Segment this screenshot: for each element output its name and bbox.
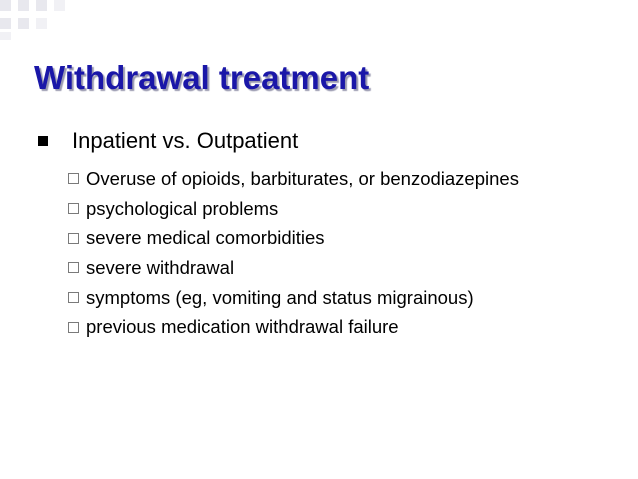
sub-bullet-item bbox=[68, 164, 519, 194]
sub-bullet-item bbox=[68, 253, 519, 283]
sub-bullet-text: symptoms (eg, vomiting and status migrainous) bbox=[86, 286, 474, 308]
bullet-inpatient-outpatient bbox=[38, 125, 298, 157]
sub-bullet-item bbox=[68, 283, 519, 313]
sub-bullet-text: severe withdrawal bbox=[86, 256, 235, 278]
hollow-square-bullet-icon bbox=[68, 233, 79, 244]
corner-decoration bbox=[0, 0, 638, 40]
filled-square-bullet-icon bbox=[38, 136, 48, 146]
sub-bullet-list bbox=[68, 164, 519, 342]
sub-bullet-text: severe medical comorbidities bbox=[86, 227, 325, 249]
hollow-square-bullet-icon bbox=[68, 322, 79, 333]
sub-bullet-text: Overuse of opioids, barbiturates, or benzodiazepines bbox=[86, 167, 519, 189]
sub-bullet-item bbox=[68, 194, 519, 224]
sub-bullet-item bbox=[68, 312, 519, 342]
bullet-text: Inpatient vs. Outpatient bbox=[72, 128, 299, 153]
hollow-square-bullet-icon bbox=[68, 203, 79, 214]
sub-bullet-item bbox=[68, 223, 519, 253]
hollow-square-bullet-icon bbox=[68, 173, 79, 184]
sub-bullet-text: psychological problems bbox=[86, 197, 279, 219]
hollow-square-bullet-icon bbox=[68, 262, 79, 273]
hollow-square-bullet-icon bbox=[68, 292, 79, 303]
slide-title: Withdrawal treatment bbox=[34, 59, 370, 96]
sub-bullet-text: previous medication withdrawal failure bbox=[86, 316, 399, 338]
